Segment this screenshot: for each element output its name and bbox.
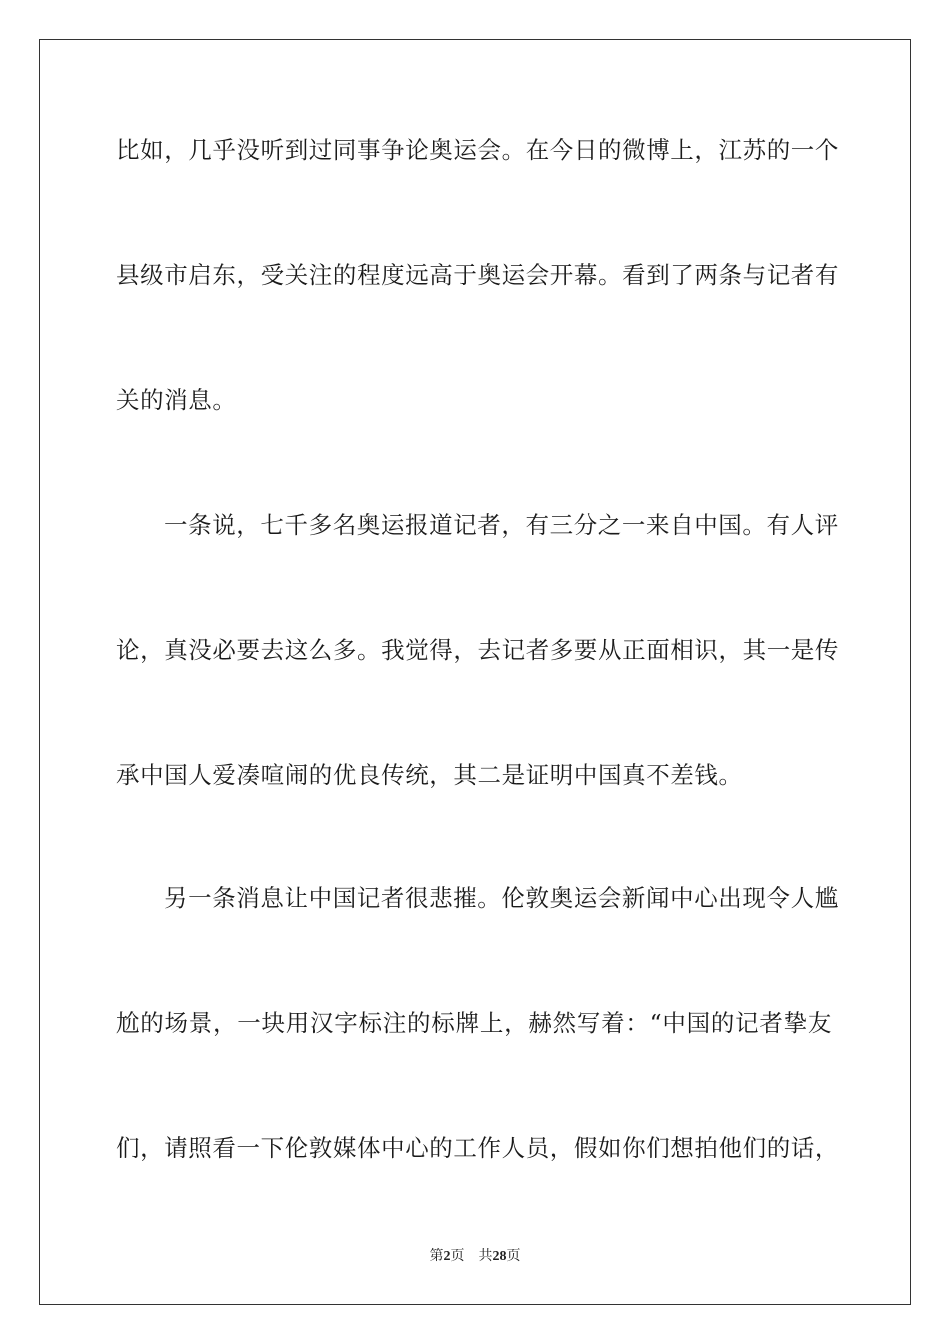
page-suffix: 页	[450, 1248, 465, 1264]
total-prefix: 共	[478, 1248, 493, 1264]
current-page-number: 2	[443, 1249, 451, 1264]
page-footer	[0, 1246, 950, 1267]
total-page-count: 28	[492, 1249, 507, 1264]
page-prefix: 第	[429, 1248, 444, 1264]
text-line-5: 论，真没必要去这么多。我觉得，去记者多要从正面相识，其一是传	[116, 636, 839, 664]
total-suffix: 页	[506, 1248, 521, 1264]
text-line-1: 比如，几乎没听到过同事争论奥运会。在今日的微博上，江苏的一个	[116, 136, 839, 164]
text-line-8: 尬的场景，一块用汉字标注的标牌上，赫然写着：“中国的记者挚友	[116, 1009, 832, 1037]
page-border	[39, 39, 911, 1305]
text-line-3: 关的消息。	[116, 386, 237, 414]
text-line-9: 们，请照看一下伦敦媒体中心的工作人员，假如你们想拍他们的话，	[116, 1134, 839, 1162]
text-line-4: 一条说，七千多名奥运报道记者，有三分之一来自中国。有人评	[164, 511, 839, 539]
text-line-2: 县级市启东，受关注的程度远高于奥运会开幕。看到了两条与记者有	[116, 261, 839, 289]
text-line-7: 另一条消息让中国记者很悲摧。伦敦奥运会新闻中心出现令人尴	[164, 884, 839, 912]
text-line-6: 承中国人爱凑喧闹的优良传统，其二是证明中国真不差钱。	[116, 761, 743, 789]
